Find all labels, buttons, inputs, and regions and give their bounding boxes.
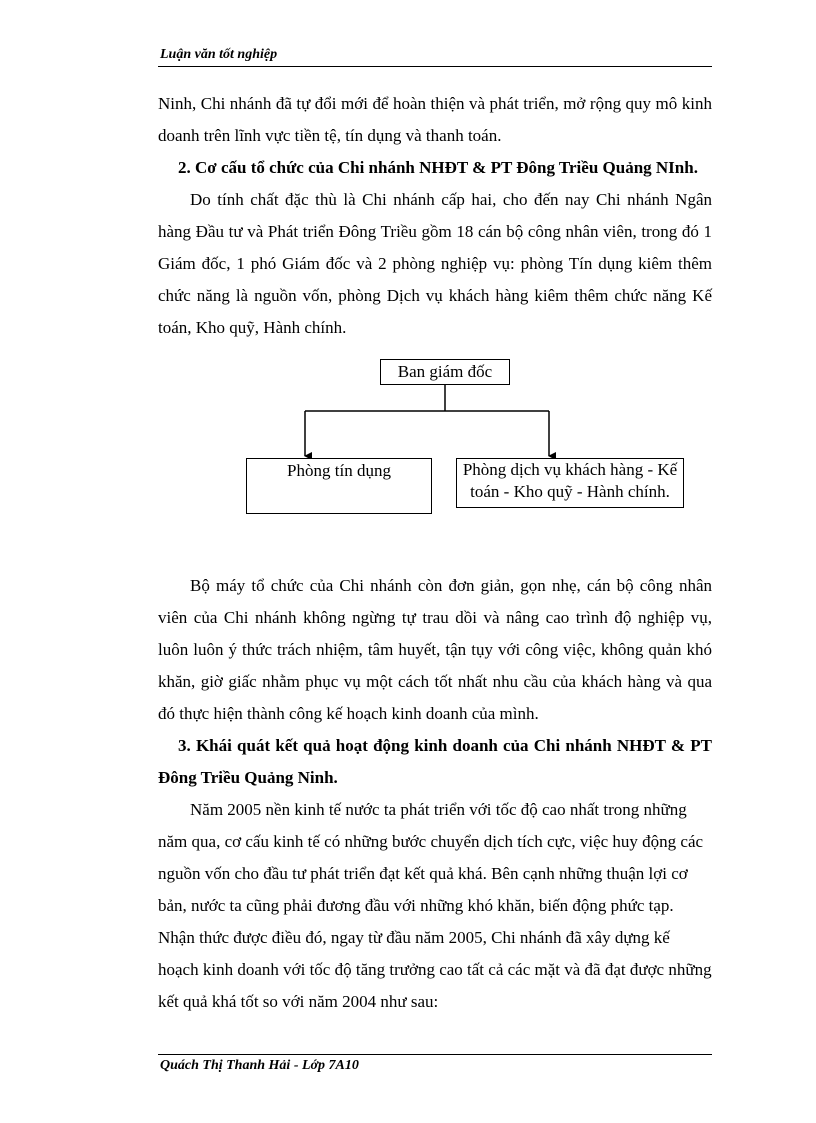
paragraph-results: Năm 2005 nền kinh tế nước ta phát triển với tốc độ cao nhất trong những năm qua, cơ cấu kinh tế có những bước chuyển dịch tích cực, việc huy động các nguồn vốn cho đầu tư phát triển đạt kết quả khá. Bên cạnh những thuận lợi cơ bản, nước ta cũng phải đương đầu với những khó khăn, biến động phức tạp. Nhận thức được điều đó, ngay từ đầu năm 2005, Chi nhánh đã xây dựng kế hoạch kinh doanh với tốc độ tăng trưởng cao tất cả các mặt và đã đạt được những kết quả khá tốt so với năm 2004 như sau: xyxy=(158,800,712,1011)
footer-author: Quách Thị Thanh Hải - Lớp 7A10 xyxy=(160,1058,359,1073)
header-rule xyxy=(158,66,712,67)
page-body xyxy=(158,88,712,1018)
paragraph-organization: Bộ máy tổ chức của Chi nhánh còn đơn giản, gọn nhẹ, cán bộ công nhân viên của Chi nhánh không ngừng tự trau dồi và nâng cao trình độ nghiệp vụ, luôn luôn ý thức trách nhiệm, tâm huyết, tận tụy với công việc, không quản khó khăn, giờ giấc nhằm phục vụ một cách tốt nhất nhu cầu của khách hàng và qua đó thực hiện thành công kế hoạch kinh doanh của mình. xyxy=(158,576,712,723)
footer-rule xyxy=(158,1054,712,1055)
section-heading-2: 2. Cơ cấu tổ chức của Chi nhánh NHĐT & PT Đông Triều Quảng NInh. xyxy=(178,158,698,177)
paragraph-continuation: Ninh, Chi nhánh đã tự đổi mới để hoàn thiện và phát triển, mở rộng quy mô kinh doanh trên lĩnh vực tiền tệ, tín dụng và thanh toán. xyxy=(158,94,712,145)
header-title: Luận văn tốt nghiệp xyxy=(160,47,278,62)
org-box-board: Ban giám đốc xyxy=(380,359,510,385)
org-box-credit-dept: Phòng tín dụng xyxy=(246,458,432,514)
org-box-service-dept: Phòng dịch vụ khách hàng - Kế toán - Kho quỹ - Hành chính. xyxy=(456,458,684,508)
org-chart xyxy=(158,348,712,566)
paragraph-structure: Do tính chất đặc thù là Chi nhánh cấp hai, cho đến nay Chi nhánh Ngân hàng Đầu tư và Phát triển Đông Triều gồm 18 cán bộ công nhân viên, trong đó 1 Giám đốc, 1 phó Giám đốc và 2 phòng nghiệp vụ: phòng Tín dụng kiêm thêm chức năng là nguồn vốn, phòng Dịch vụ khách hàng kiêm thêm chức năng Kế toán, Kho quỹ, Hành chính. xyxy=(158,190,712,337)
section-heading-3: 3. Khái quát kết quả hoạt động kinh doanh của Chi nhánh NHĐT & PT Đông Triều Quảng Ninh. xyxy=(158,736,712,787)
